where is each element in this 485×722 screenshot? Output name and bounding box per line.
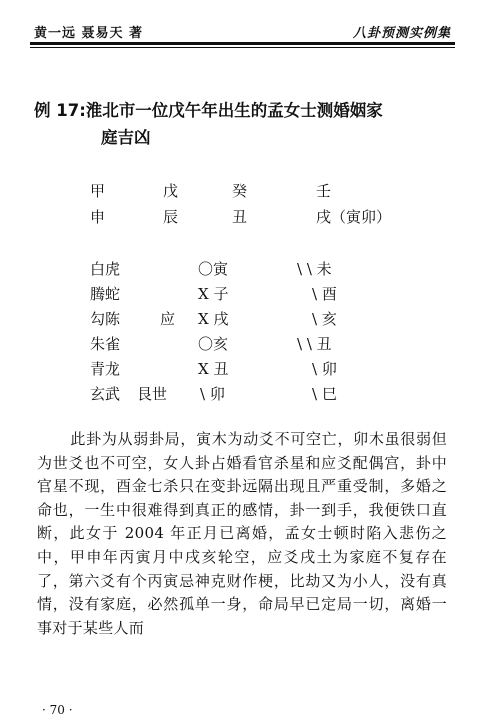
line-1-change: \ \ 未 [297,260,332,278]
example-title-line1: 例 17:淮北市一位戊午年出生的孟女士测婚姻家 [34,101,383,120]
spirit-4: 朱雀 [90,335,121,353]
line-6-change: \ 巳 [312,385,337,403]
example-title-line2: 庭吉凶 [101,128,151,147]
header-rule-thick [30,42,455,45]
branch-month: 辰 [163,208,179,226]
stem-month: 戊 [163,182,179,200]
line-4-change: \ \ 丑 [297,335,332,353]
line-2-change: \ 酉 [312,285,337,303]
branch-hour: 戌（寅卯） [316,208,392,226]
running-header-book-title: 八卦预测实例集 [352,26,451,41]
page-number: · 70 · [42,703,73,717]
spirit-2: 腾蛇 [90,285,121,303]
branch-year: 申 [90,208,106,226]
spirit-6: 玄武 [90,385,121,403]
spirit-5: 青龙 [90,360,121,378]
line-3-marker: X 戌 [198,310,229,328]
stem-day: 癸 [232,182,248,200]
example-title [34,97,454,151]
line-3-shi-ying: 应 [160,310,176,328]
stem-year: 甲 [90,182,106,200]
line-3-change: \ 亥 [312,310,337,328]
analysis-text: 此卦为从弱卦局，寅木为动爻不可空亡，卯木虽很弱但为世爻也不可空，女人卦占婚看官杀星和应爻配偶宫，卦中官星不现，酉金七杀只在变卦远隔出现且严重受制，多婚之命也，一生中很难得到真正的感情，卦一到手，我便铁口直断，此女于 2004 年正月已离婚，孟女士顿时陷入悲伤之中，甲申年丙寅月中戌亥轮空，应爻戌土为家庭不复存在了，第六爻有个丙寅忌神克财作梗，比劫又为小人，没有真情，没有家庭，必然孤单一身，命局早已定局一切，离婚一事对于某些人而 [37,430,447,637]
stem-hour: 壬 [316,182,332,200]
line-6-marker: \ 卯 [200,385,225,403]
line-2-marker: X 子 [198,285,229,303]
spirit-3: 勾陈 [90,310,121,328]
line-4-marker: 〇亥 [198,335,229,353]
line-5-change: \ 卯 [312,360,337,378]
running-header-authors: 黄一远 聂易天 著 [34,26,144,41]
branch-day: 丑 [232,208,248,226]
spirit-1: 白虎 [90,260,121,278]
line-5-marker: X 丑 [198,360,229,378]
header-rule-thin [30,47,455,48]
line-1-marker: 〇寅 [198,260,229,278]
analysis-paragraph [37,428,447,640]
line-6-shi-ying: 艮世 [137,385,168,403]
